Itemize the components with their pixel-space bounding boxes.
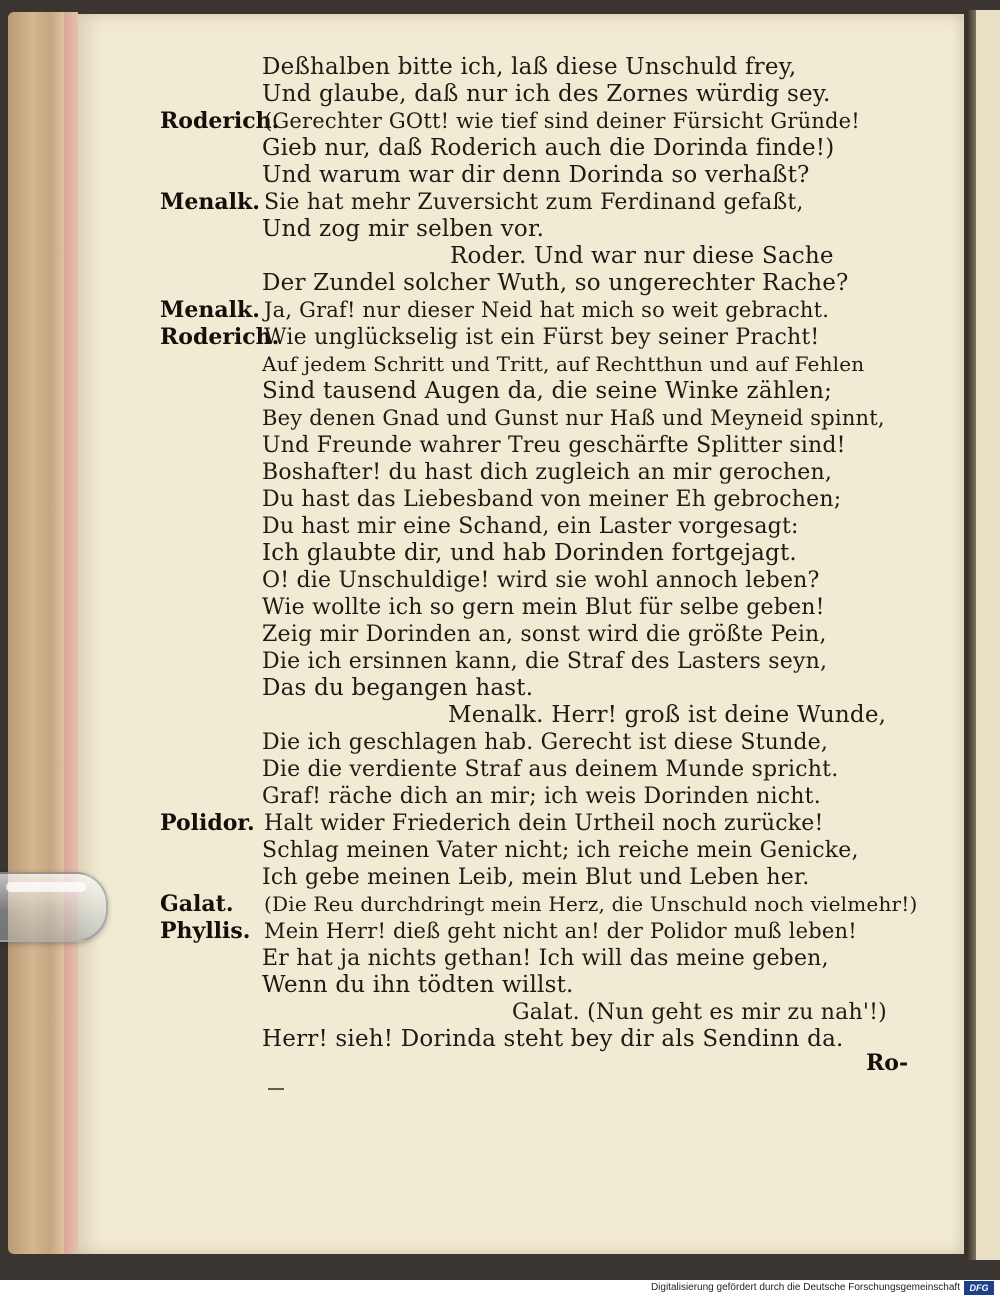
text-line: Du hast mir eine Schand, ein Laster vorgesagt: [262, 514, 799, 539]
speaker-name: Roderich. [160, 108, 280, 134]
text-line: Die ich ersinnen kann, die Straf des Lasters seyn, [262, 649, 828, 674]
text-line: Du hast das Liebesband von meiner Eh gebrochen; [262, 487, 842, 512]
text-line: (Die Reu durchdringt mein Herz, die Unschuld noch vielmehr!) [264, 892, 918, 916]
footer-bar [0, 1280, 1000, 1298]
catchword: Ro- [866, 1050, 909, 1076]
speaker-name: Phyllis. [160, 918, 251, 944]
text-line: Gieb nur, daß Roderich auch die Dorinda finde!) [262, 135, 835, 161]
text-line: Deßhalben bitte ich, laß diese Unschuld frey, [262, 54, 797, 80]
scanner-clip [0, 872, 108, 942]
speaker-name: Menalk. [160, 297, 260, 323]
text-line: Und Freunde wahrer Treu geschärfte Splitter sind! [262, 433, 846, 458]
text-line: Roder. Und war nur diese Sache [450, 243, 834, 269]
text-line: Wie unglückselig ist ein Fürst bey seiner Pracht! [264, 325, 820, 350]
text-line: Wenn du ihn tödten willst. [262, 972, 574, 998]
text-line: Und zog mir selben vor. [262, 216, 545, 242]
text-line: Schlag meinen Vater nicht; ich reiche mein Genicke, [262, 838, 859, 863]
text-line: Mein Herr! dieß geht nicht an! der Polidor muß leben! [264, 919, 857, 943]
text-line: Graf! räche dich an mir; ich weis Dorinden nicht. [262, 784, 821, 809]
text-line: Zeig mir Dorinden an, sonst wird die größte Pein, [262, 622, 827, 647]
text-line: Die ich geschlagen hab. Gerecht ist diese Stunde, [262, 730, 829, 755]
speaker-name: Galat. [160, 891, 234, 917]
text-line: Ich glaubte dir, und hab Dorinden fortgejagt. [262, 540, 797, 566]
text-line: Und warum war dir denn Dorinda so verhaßt? [262, 162, 810, 188]
text-line: Galat. (Nun geht es mir zu nah'!) [512, 1000, 887, 1025]
text-line: Auf jedem Schritt und Tritt, auf Rechtthun und auf Fehlen [262, 352, 865, 376]
funding-credit: Digitalisierung gefördert durch die Deutsche Forschungsgemeinschaft [650, 1282, 960, 1293]
text-line: Herr! sieh! Dorinda steht bey dir als Sendinn da. [262, 1026, 844, 1052]
speaker-name: Polidor. [160, 810, 255, 836]
text-line: Der Zundel solcher Wuth, so ungerechter Rache? [262, 270, 849, 296]
text-line: Halt wider Friederich dein Urtheil noch zurücke! [264, 811, 824, 836]
dfg-logo: DFG [964, 1281, 994, 1295]
speaker-name: Menalk. [160, 189, 260, 215]
text-line: Ich gebe meinen Leib, mein Blut und Leben her. [262, 865, 810, 890]
text-line: Sie hat mehr Zuversicht zum Ferdinand gefaßt, [264, 190, 804, 215]
text-line: Wie wollte ich so gern mein Blut für selbe geben! [262, 595, 825, 620]
text-line: Das du begangen hast. [262, 675, 534, 701]
text-line: Sind tausend Augen da, die seine Winke zählen; [262, 378, 833, 404]
text-line: Ja, Graf! nur dieser Neid hat mich so weit gebracht. [264, 298, 830, 322]
text-line: Er hat ja nichts gethan! Ich will das meine geben, [262, 946, 829, 971]
speaker-name: Roderich. [160, 324, 280, 350]
text-line: Die die verdiente Straf aus deinem Munde spricht. [262, 757, 839, 782]
text-line: O! die Unschuldige! wird sie wohl annoch leben? [262, 568, 820, 593]
rule-mark [268, 1088, 284, 1090]
text-line: (Gerechter GOtt! wie tief sind deiner Fürsicht Gründe! [264, 109, 860, 133]
text-line: Bey denen Gnad und Gunst nur Haß und Meyneid spinnt, [262, 406, 885, 430]
text-line: Und glaube, daß nur ich des Zornes würdig sey. [262, 81, 831, 107]
text-line: Boshafter! du hast dich zugleich an mir gerochen, [262, 460, 833, 485]
text-line: Menalk. Herr! groß ist deine Wunde, [448, 702, 887, 728]
clip-highlight [6, 882, 86, 892]
